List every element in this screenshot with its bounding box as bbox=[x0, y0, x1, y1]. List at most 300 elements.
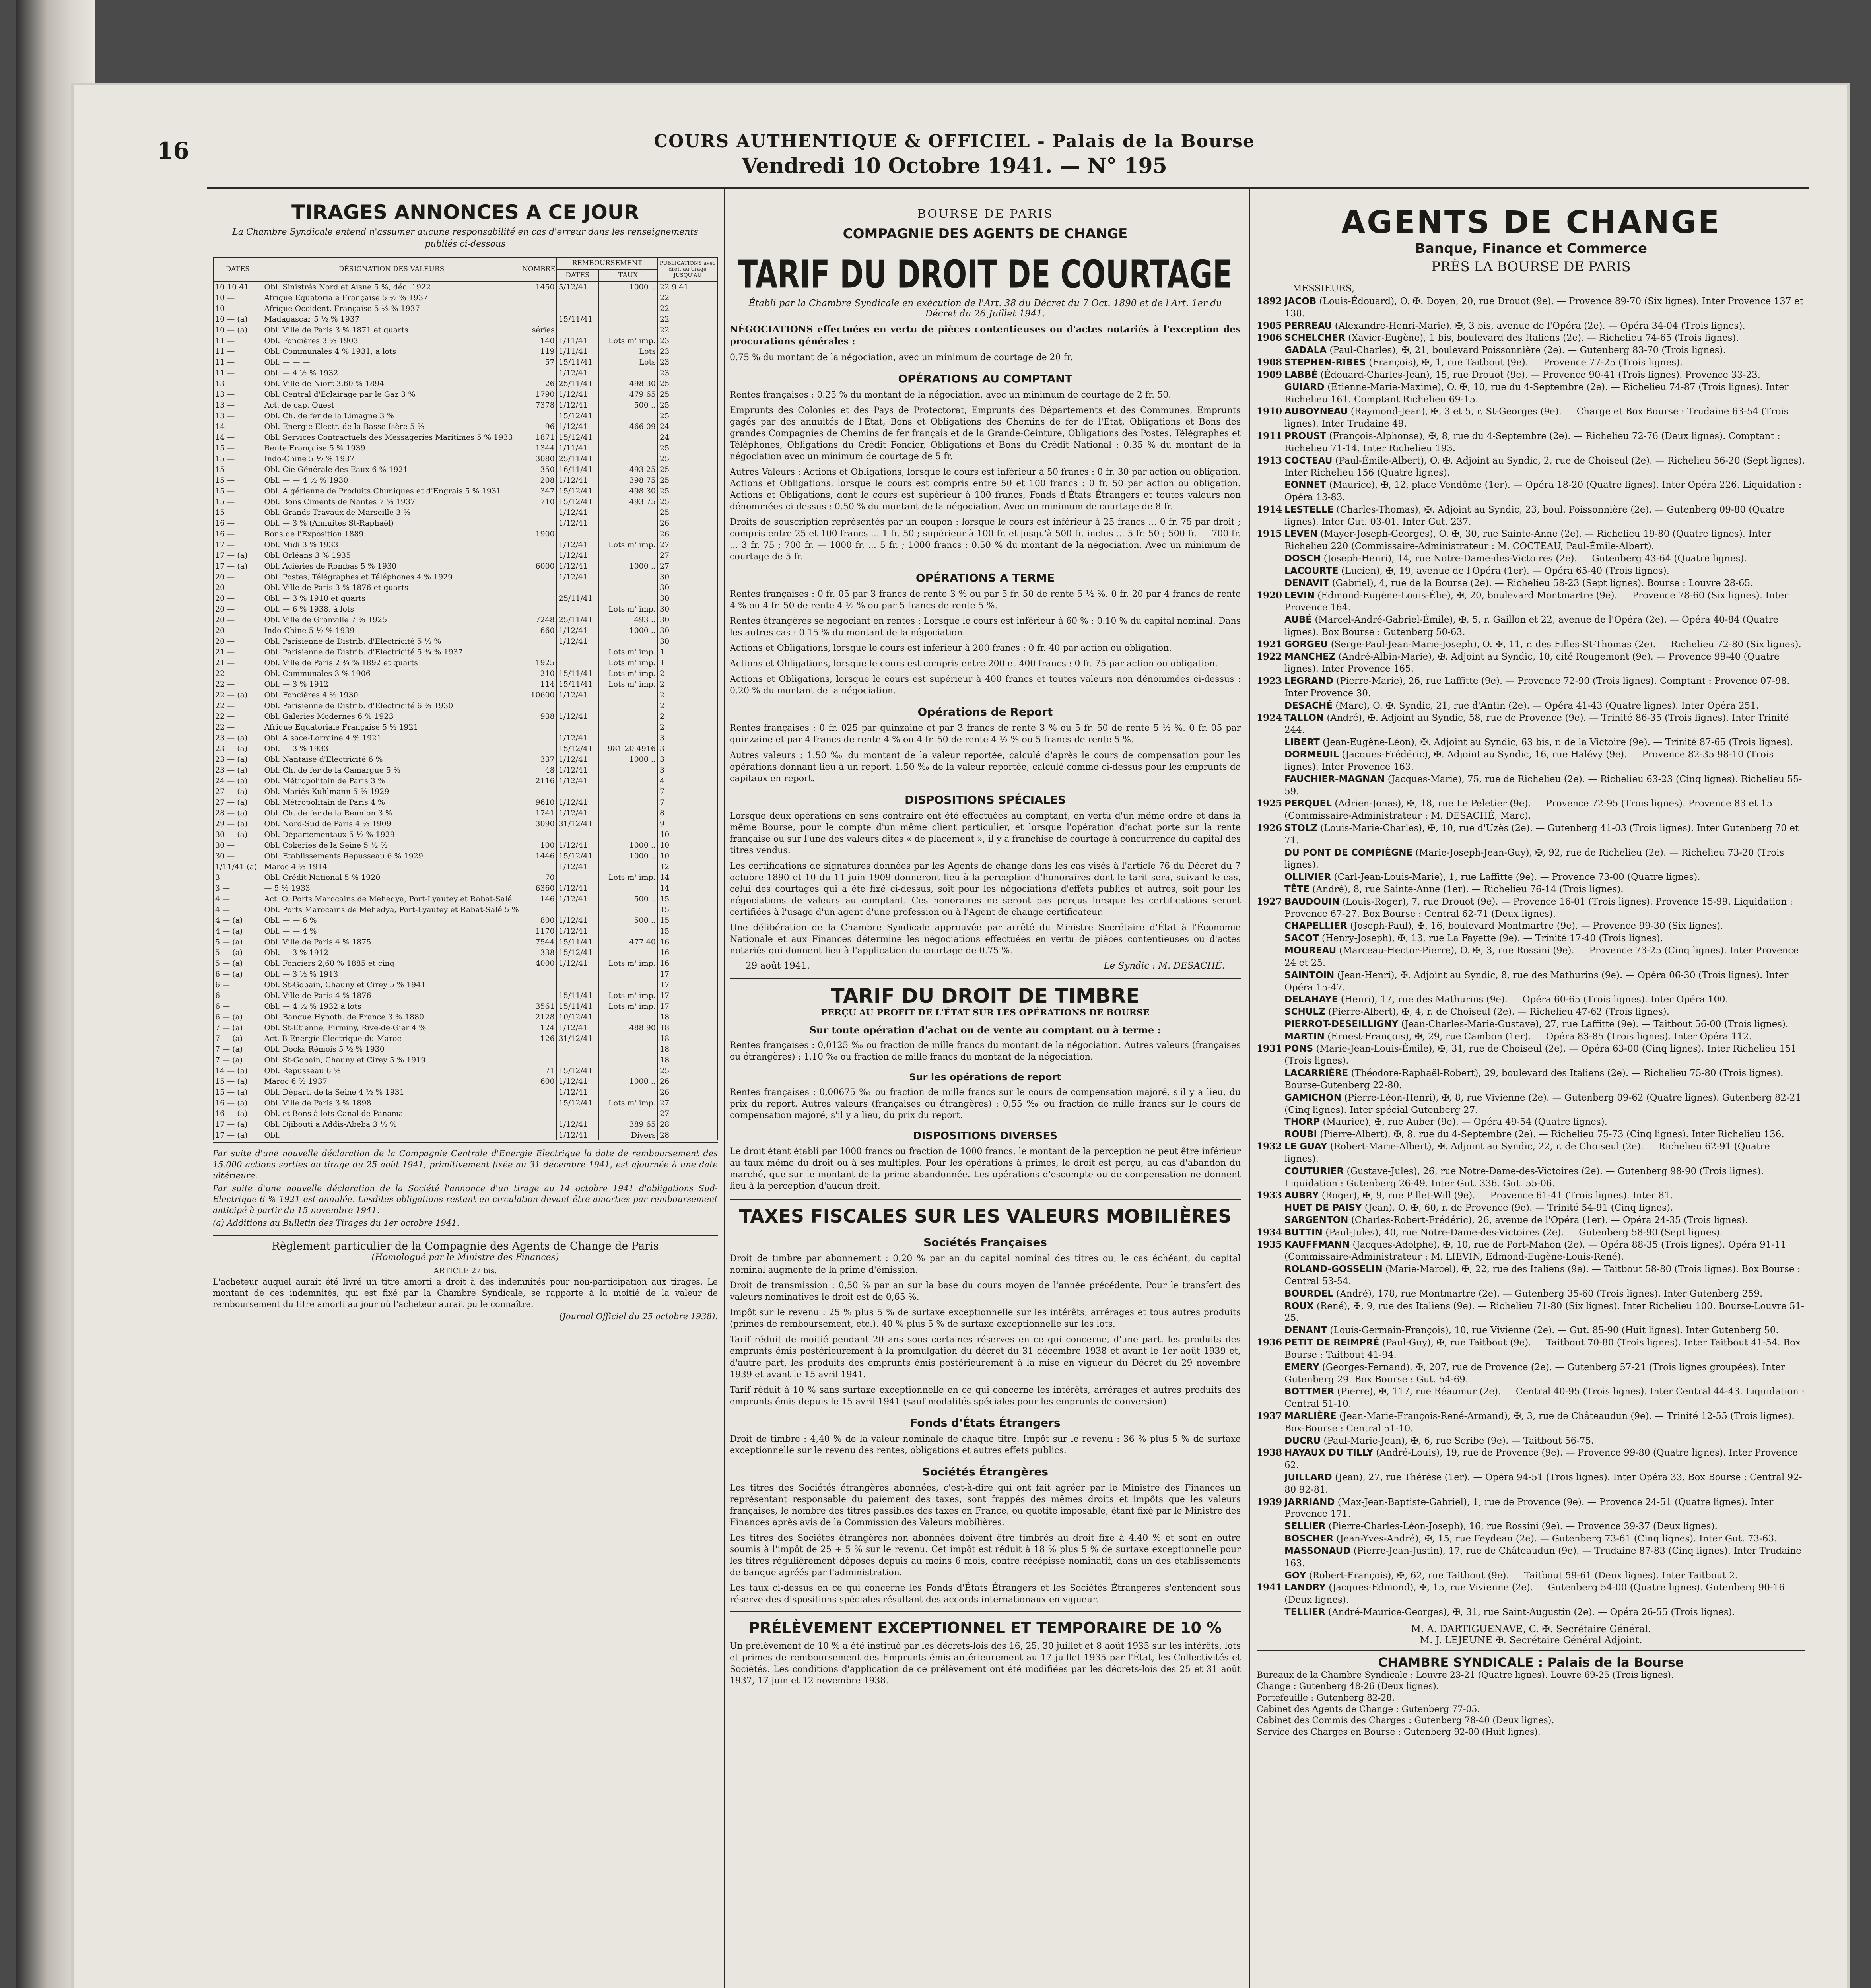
row-designation: Maroc 6 % 1937 bbox=[262, 1076, 521, 1087]
row-rb-date: 1/12/41 bbox=[557, 883, 598, 893]
row-designation: Obl. Fonciers 2,60 % 1885 et cinq bbox=[262, 958, 521, 969]
row-rb-date: 1/12/41 bbox=[557, 625, 598, 636]
row-nombre: 96 bbox=[521, 421, 557, 432]
agent-entry bbox=[1257, 1533, 1805, 1545]
row-publication: 2 bbox=[658, 700, 717, 711]
row-rb-date: 5/12/41 bbox=[557, 281, 598, 292]
agent-entry bbox=[1257, 1006, 1805, 1018]
agent-year: 1910 bbox=[1257, 406, 1282, 417]
agent-details: (Louis-Marie-Charles), ✠, 10, rue d'Uzès (2e). — Gutenberg 41-03 (Trois lignes). Inter Gutenberg 70 et 71. bbox=[1284, 823, 1799, 846]
agent-name: LESTELLE bbox=[1284, 504, 1334, 515]
row-designation: Obl. Ville de Paris 3 % 1871 et quarts bbox=[262, 324, 521, 335]
agent-text bbox=[1284, 344, 1805, 357]
row-designation: Obl. Ville de Paris 4 % 1876 bbox=[262, 990, 521, 1001]
table-row bbox=[213, 593, 717, 604]
row-taux: Lots m' imp. bbox=[598, 335, 658, 346]
agent-entry bbox=[1257, 1202, 1805, 1214]
row-designation: Obl. Central d'Eclairage par le Gaz 3 % bbox=[262, 389, 521, 400]
agent-year: 1906 bbox=[1257, 332, 1282, 344]
agent-name: PIERROT-DESEILLIGNY bbox=[1284, 1019, 1399, 1029]
row-rb-date: 1/12/41 bbox=[557, 732, 598, 743]
agent-year bbox=[1257, 700, 1284, 712]
table-row bbox=[213, 561, 717, 571]
row-nombre: 26 bbox=[521, 378, 557, 389]
column-divider-1 bbox=[724, 187, 725, 1988]
row-taux: 493 .. bbox=[598, 614, 658, 625]
agent-name: LANDRY bbox=[1284, 1582, 1326, 1593]
agent-year: 1922 bbox=[1257, 651, 1282, 662]
row-taux bbox=[598, 453, 658, 464]
row-nombre bbox=[521, 582, 557, 593]
agent-entry bbox=[1257, 883, 1805, 896]
row-nombre: 3561 bbox=[521, 1001, 557, 1011]
agent-details: (François-Alphonse), ✠, 8, rue du 4-Septembre (2e). — Richelieu 72-76 (Deux lignes). Comptant : Richelieu 71-14. Inter Richelieu 193. bbox=[1284, 431, 1780, 454]
row-designation: Act. B Energie Electrique du Maroc bbox=[262, 1033, 521, 1044]
row-taux bbox=[598, 818, 658, 829]
agent-details: (Edmond-Eugène-Louis-Élie), ✠, 20, boulevard Montmartre (9e). — Provence 78-60 (Six lignes). Inter Provence 164. bbox=[1284, 590, 1789, 613]
agent-details: (André), 8, rue Sainte-Anne (1er). — Richelieu 76-14 (Trois lignes). bbox=[1312, 884, 1624, 895]
agent-name: MARLIÈRE bbox=[1284, 1411, 1337, 1421]
table-row bbox=[213, 571, 717, 582]
table-row bbox=[213, 389, 717, 400]
agent-entry bbox=[1257, 1545, 1805, 1570]
row-taux: Lots m' imp. bbox=[598, 1097, 658, 1108]
row-publication: 2 bbox=[658, 679, 717, 689]
row-taux: 1000 .. bbox=[598, 561, 658, 571]
agent-year: 1931 bbox=[1257, 1043, 1282, 1054]
agent-text bbox=[1284, 295, 1805, 320]
agent-text bbox=[1284, 1447, 1805, 1472]
row-taux: 493 75 bbox=[598, 496, 658, 507]
agent-name: LACOURTE bbox=[1284, 565, 1339, 576]
row-nombre: 1344 bbox=[521, 443, 557, 453]
timbre-title: TARIF DU DROIT DE TIMBRE bbox=[831, 984, 1140, 1008]
fr-paragraph: Tarif réduit à 10 % sans surtaxe exceptionnelle en ce qui concerne les intérêts, arrérages et autres produits des emprunts émis depuis le 15 avril 1941 (sauf modalités spéciales pour les emprunts de conversion). bbox=[730, 1385, 1241, 1407]
row-date: 30 — bbox=[213, 850, 262, 861]
row-taux bbox=[598, 518, 658, 528]
agent-name: PERQUEL bbox=[1284, 798, 1332, 809]
agent-year bbox=[1257, 614, 1284, 639]
agent-year bbox=[1257, 1165, 1284, 1190]
agent-year: 1937 bbox=[1257, 1410, 1282, 1421]
agent-name: LACARRIÈRE bbox=[1284, 1068, 1348, 1079]
agent-text bbox=[1284, 1386, 1805, 1410]
tirages-note: Par suite d'une nouvelle déclaration de la Compagnie Centrale d'Energie Electrique la date de remboursement des 15.000 actions sorties au tirage du 25 août 1941, primitivement fixée au 31 décembre 1941, est ajournée à une date ultérieure. bbox=[213, 1149, 718, 1180]
agent-text bbox=[1284, 1165, 1805, 1190]
agent-year bbox=[1257, 932, 1284, 945]
row-designation: Obl. Nord-Sud de Paris 4 % 1909 bbox=[262, 818, 521, 829]
row-publication: 23 bbox=[658, 346, 717, 357]
row-publication: 3 bbox=[658, 765, 717, 775]
agent-name: CHAPELLIER bbox=[1284, 921, 1347, 932]
table-row bbox=[213, 936, 717, 947]
table-row bbox=[213, 539, 717, 550]
agent-details: (Jacques-Adolphe), ✠, 10, rue de Port-Mahon (2e). — Opéra 88-35 (Trois lignes). Opéra 91-11 (Commissaire-Administrateur : M. LIEVIN, Edmond-Eugène-Louis-René). bbox=[1284, 1239, 1786, 1262]
row-date: 15 — (a) bbox=[213, 1087, 262, 1097]
row-nombre: 100 bbox=[521, 840, 557, 850]
row-nombre bbox=[521, 990, 557, 1001]
row-rb-date: 16/11/41 bbox=[557, 464, 598, 475]
row-rb-date: 15/12/41 bbox=[557, 496, 598, 507]
row-rb-date: 15/12/41 bbox=[557, 432, 598, 443]
row-designation: Act. O. Ports Marocains de Mehedya, Port-Lyautey et Rabat-Salé bbox=[262, 893, 521, 904]
agent-text bbox=[1284, 822, 1805, 847]
agent-details: (Étienne-Marie-Maxime), O. ✠, 10, rue du 4-Septembre (2e). — Richelieu 74-87 (Trois lignes). Inter Richelieu 161. Comptant Richelieu 69-15. bbox=[1284, 382, 1789, 405]
agent-name: GUIARD bbox=[1284, 382, 1325, 392]
row-date: 21 — bbox=[213, 646, 262, 657]
row-date: 20 — bbox=[213, 604, 262, 614]
row-taux: 398 75 bbox=[598, 475, 658, 485]
row-taux bbox=[598, 722, 658, 732]
row-date: 30 — (a) bbox=[213, 829, 262, 840]
row-nombre bbox=[521, 571, 557, 582]
row-publication: 25 bbox=[658, 410, 717, 421]
agent-name: GORGEU bbox=[1284, 639, 1328, 650]
agent-details: (Paul-Marie-Jean), ✠, 6, rue Scribe (9e). — Taitbout 56-75. bbox=[1323, 1435, 1594, 1446]
agent-name: DUCRU bbox=[1284, 1435, 1321, 1446]
agent-details: (Paul-Charles), ✠, 21, boulevard Poissonnière (2e). — Gutenberg 83-70 (Trois lignes). bbox=[1329, 345, 1726, 356]
agents-column bbox=[1257, 193, 1805, 1988]
agent-details: (Louis-Roger), 7, rue Drouot (9e). — Provence 16-01 (Trois lignes). Provence 15-99. Liquidation : Provence 67-27. Box Bourse : Central 62-71 (Deux lignes). bbox=[1284, 896, 1793, 919]
row-nombre: 114 bbox=[521, 679, 557, 689]
agent-details: (Pierre-Albert), ✠, 8, rue du 4-Septembre (2e). — Richelieu 75-73 (Cinq lignes). Inter Richelieu 136. bbox=[1320, 1129, 1784, 1140]
row-rb-date: 1/12/41 bbox=[557, 571, 598, 582]
row-nombre: 337 bbox=[521, 754, 557, 765]
row-taux bbox=[598, 292, 658, 303]
row-taux bbox=[598, 636, 658, 646]
agent-year bbox=[1257, 1263, 1284, 1288]
row-taux bbox=[598, 969, 658, 979]
row-nombre: 1741 bbox=[521, 808, 557, 818]
row-designation: Obl. Ville de Paris 2 ¾ % 1892 et quarts bbox=[262, 657, 521, 668]
row-taux: 1000 .. bbox=[598, 1076, 658, 1087]
row-designation: Obl. Départementaux 5 ½ % 1929 bbox=[262, 829, 521, 840]
etat-text: Droit de timbre : 4,40 % de la valeur nominale de chaque titre. Impôt sur le revenu : 36 % plus 5 % de surtaxe exceptionnelle sur le revenu des rentes, obligations et autres effets publics. bbox=[730, 1434, 1241, 1456]
chambre-line: Service des Charges en Bourse : Gutenberg 92-00 (Huit lignes). bbox=[1257, 1727, 1541, 1737]
row-date: 11 — bbox=[213, 335, 262, 346]
agent-entry bbox=[1257, 369, 1805, 381]
agent-entry bbox=[1257, 1447, 1805, 1472]
agent-text bbox=[1284, 1116, 1805, 1128]
chambre-line: Bureaux de la Chambre Syndicale : Louvre 23-21 (Quatre lignes). Louvre 69-25 (Trois lignes). bbox=[1257, 1670, 1674, 1680]
row-date: 11 — bbox=[213, 367, 262, 378]
row-date: 6 — bbox=[213, 979, 262, 990]
agent-entry bbox=[1257, 871, 1805, 883]
agent-year: 1905 bbox=[1257, 320, 1282, 331]
agent-name: PROUST bbox=[1284, 431, 1327, 441]
agent-name: LEVEN bbox=[1284, 529, 1318, 540]
row-date: 27 — (a) bbox=[213, 797, 262, 808]
agent-entry bbox=[1257, 1141, 1805, 1165]
row-taux bbox=[598, 324, 658, 335]
row-taux bbox=[598, 593, 658, 604]
table-row bbox=[213, 947, 717, 958]
agent-year bbox=[1257, 736, 1284, 749]
masthead-date: Vendredi 10 Octobre 1941. — N° 195 bbox=[742, 154, 1167, 178]
courtage-column bbox=[730, 193, 1241, 1988]
agent-details: (Charles-Thomas), ✠. Adjoint au Syndic, 23, boul. Poissonnière (2e). — Gutenberg 09-80 (Quatre lignes). Inter Gut. 03-01. Inter Gut. 237. bbox=[1284, 504, 1785, 527]
agent-text bbox=[1284, 1606, 1805, 1619]
agent-year: 1938 bbox=[1257, 1447, 1282, 1458]
chambre-line: Cabinet des Commis des Charges : Gutenberg 78-40 (Deux lignes). bbox=[1257, 1716, 1554, 1726]
agent-name: SCHULZ bbox=[1284, 1007, 1325, 1017]
agent-entry bbox=[1257, 1092, 1805, 1116]
agent-text bbox=[1284, 1239, 1805, 1264]
agent-name: STOLZ bbox=[1284, 823, 1318, 833]
table-row bbox=[213, 496, 717, 507]
row-rb-date bbox=[557, 722, 598, 732]
agent-text bbox=[1284, 749, 1805, 773]
row-date: 7 — (a) bbox=[213, 1044, 262, 1054]
row-taux bbox=[598, 775, 658, 786]
table-row bbox=[213, 378, 717, 389]
row-nombre: 210 bbox=[521, 668, 557, 679]
row-rb-date: 1/12/41 bbox=[557, 765, 598, 775]
row-designation: Obl. Ch. de fer de la Limagne 3 % bbox=[262, 410, 521, 421]
row-nombre bbox=[521, 969, 557, 979]
agent-details: (Marc), O. ✠. Syndic, 21, rue d'Antin (2e). — Opéra 41-43 (Quatre lignes). Inter Opéra 251. bbox=[1335, 700, 1759, 711]
agent-entry bbox=[1257, 1324, 1805, 1337]
agent-text bbox=[1284, 1006, 1805, 1018]
agent-text bbox=[1284, 1031, 1805, 1043]
row-designation: Obl. Communales 3 % 1906 bbox=[262, 668, 521, 679]
agent-details: (Jean-Marie-François-René-Armand), ✠, 3, rue de Châteaudun (9e). — Trinité 12-55 (Trois lignes). Box-Bourse : Central 51-10. bbox=[1284, 1411, 1795, 1434]
agent-details: (Jean), 27, rue Thérèse (1er). — Opéra 94-51 (Trois lignes). Inter Opéra 33. Box Bourse : Central 92-80 92-81. bbox=[1284, 1472, 1802, 1495]
agent-name: DU PONT DE COMPIÈGNE bbox=[1284, 847, 1413, 858]
row-publication: 25 bbox=[658, 443, 717, 453]
agent-name: LIBERT bbox=[1284, 737, 1320, 748]
row-publication: 15 bbox=[658, 893, 717, 904]
agent-entry bbox=[1257, 357, 1805, 369]
agent-year bbox=[1257, 749, 1284, 773]
row-nombre bbox=[521, 1044, 557, 1054]
prelevement-title: PRÉLÈVEMENT EXCEPTIONNEL ET TEMPORAIRE DE 10 % bbox=[748, 1619, 1222, 1637]
row-nombre bbox=[521, 292, 557, 303]
agent-details: (Jacques-Edmond), ✠, 15, rue Vivienne (2e). — Gutenberg 54-00 (Quatre lignes). Gutenberg 90-16 (Deux lignes). bbox=[1284, 1582, 1785, 1606]
special-paragraph: Les certifications de signatures données par les Agents de change dans les cas visés à l'article 76 du Décret du 7 octobre 1890 et 10 du 11 juin 1909 donneront lieu à la perception d'honoraires dont le tarif sera, suivant le cas, celui des courtages qui a été fixé ci-dessus, soit pour les négociations d'effets publics et autres, soit pour les négociations de valeurs au comptant. Ces honoraires ne seront pas perçus lorsque les certifications seront certifiées à l'usage d'un agent d'une profession ou à l'Agent de change certificateur. bbox=[730, 861, 1241, 917]
row-publication: 18 bbox=[658, 1044, 717, 1054]
row-taux bbox=[598, 1065, 658, 1076]
agents-list bbox=[1257, 295, 1805, 1619]
agent-text bbox=[1284, 1496, 1805, 1521]
agent-details: (Roger), ✠, 9, rue Pillet-Will (9e). — Provence 61-41 (Trois lignes). Inter 81. bbox=[1321, 1190, 1673, 1201]
agent-year: 1925 bbox=[1257, 798, 1282, 809]
agent-name: DESACHÉ bbox=[1284, 700, 1333, 711]
agent-text bbox=[1284, 994, 1805, 1006]
agent-entry bbox=[1257, 320, 1805, 332]
row-nombre: 3080 bbox=[521, 453, 557, 464]
row-rb-date: 15/11/41 bbox=[557, 679, 598, 689]
timbre-subtitle: PERÇU AU PROFIT DE L'ÉTAT SUR LES OPÉRATIONS DE BOURSE bbox=[821, 1007, 1150, 1018]
agent-year bbox=[1257, 1092, 1284, 1116]
row-rb-date bbox=[557, 528, 598, 539]
table-row bbox=[213, 915, 717, 926]
agent-year bbox=[1257, 577, 1284, 590]
row-rb-date: 31/12/41 bbox=[557, 1033, 598, 1044]
row-rb-date: 15/12/41 bbox=[557, 850, 598, 861]
row-designation: Obl. Ville de Paris 4 % 1875 bbox=[262, 936, 521, 947]
agent-name: PONS bbox=[1284, 1043, 1313, 1054]
terme-text bbox=[730, 588, 1241, 697]
page-number: 16 bbox=[157, 137, 189, 164]
table-row bbox=[213, 485, 717, 496]
agent-name: GADALA bbox=[1284, 345, 1327, 356]
row-taux bbox=[598, 765, 658, 775]
row-rb-date: 1/12/41 bbox=[557, 475, 598, 485]
row-nombre bbox=[521, 979, 557, 990]
row-date: 15 — bbox=[213, 443, 262, 453]
row-designation: Obl. Métropolitain de Paris 3 % bbox=[262, 775, 521, 786]
agent-name: COUTURIER bbox=[1284, 1166, 1344, 1176]
prelevement-text: Un prélèvement de 10 % a été institué par les décrets-lois des 16, 25, 30 juillet et 8 août 1935 sur les intérêts, lots et primes de remboursement des Emprunts émis antérieurement au 17 juillet 1935 par l'État, les Collectivités et Sociétés. Les conditions d'application de ce prélèvement ont été modifiées par les décrets-lois des 25 et 31 août 1937, 17 juin et 12 novembre 1938. bbox=[730, 1641, 1241, 1686]
row-date: 6 — (a) bbox=[213, 1011, 262, 1022]
row-publication: 23 bbox=[658, 357, 717, 367]
row-publication: 17 bbox=[658, 1001, 717, 1011]
row-taux: Lots m' imp. bbox=[598, 990, 658, 1001]
agent-text bbox=[1284, 639, 1805, 651]
agent-name: LABBÉ bbox=[1284, 369, 1318, 380]
row-rb-date: 1/12/41 bbox=[557, 507, 598, 518]
row-nombre: 71 bbox=[521, 1065, 557, 1076]
agent-year bbox=[1257, 1435, 1284, 1447]
table-row bbox=[213, 1054, 717, 1065]
row-taux: Divers bbox=[598, 1130, 658, 1140]
row-date: 7 — (a) bbox=[213, 1054, 262, 1065]
row-date: 10 10 41 bbox=[213, 281, 262, 292]
row-date: 13 — bbox=[213, 400, 262, 410]
row-publication: 15 bbox=[658, 915, 717, 926]
agent-details: (Gustave-Jules), 26, rue Notre-Dame-des-Victoires (2e). — Gutenberg 98-90 (Trois lignes). Liquidation : Gutenberg 26-49. Inter Gut. 336. Gut. 55-06. bbox=[1284, 1166, 1764, 1189]
agent-name: ROUX bbox=[1284, 1301, 1314, 1311]
table-row bbox=[213, 1076, 717, 1087]
row-publication: 28 bbox=[658, 1119, 717, 1130]
row-publication: 22 bbox=[658, 314, 717, 324]
row-date: 29 — (a) bbox=[213, 818, 262, 829]
row-rb-date: 15/11/41 bbox=[557, 936, 598, 947]
agent-details: (Xavier-Eugène), 1 bis, boulevard des Italiens (2e). — Richelieu 74-65 (Trois lignes). bbox=[1348, 333, 1739, 344]
row-nombre bbox=[521, 507, 557, 518]
row-taux bbox=[598, 1087, 658, 1097]
agent-entry bbox=[1257, 1570, 1805, 1582]
row-nombre: 70 bbox=[521, 872, 557, 883]
table-row bbox=[213, 786, 717, 797]
row-designation: Obl. — — — bbox=[262, 357, 521, 367]
table-row bbox=[213, 775, 717, 786]
row-rb-date bbox=[557, 582, 598, 593]
row-taux: Lots m' imp. bbox=[598, 679, 658, 689]
row-date: 4 — bbox=[213, 893, 262, 904]
negociations-rate: 0.75 % du montant de la négociation, avec un minimum de courtage de 20 fr. bbox=[730, 352, 1073, 363]
agent-details: (Pierre-Jean-Justin), 17, rue de Châteaudun (9e). — Trudaine 87-83 (Cinq lignes). Inter Trudaine 163. bbox=[1284, 1545, 1801, 1569]
agent-details: (Paul-Guy), ✠, rue Taitbout (9e). — Taitbout 70-80 (Trois lignes). Inter Taitbout 41-54. Box Bourse : Taitbout 41-94. bbox=[1284, 1338, 1801, 1360]
row-taux: Lots m' imp. bbox=[598, 646, 658, 657]
agent-year: 1908 bbox=[1257, 357, 1282, 368]
agent-year: 1941 bbox=[1257, 1582, 1282, 1593]
agent-year bbox=[1257, 1031, 1284, 1043]
timbre-text-2: Rentes françaises : 0,00675 ‰ ou fraction de mille francs sur le cours de compensation majoré, s'il y a lieu, du prix du report. Autres valeurs (françaises ou étrangères) : 0,55 ‰ ou fraction de mille francs sur le cours de compensation majoré, s'il y a lieu, du prix du report. bbox=[730, 1087, 1241, 1121]
row-designation: Obl. — 3 % (Annuités St-Raphaël) bbox=[262, 518, 521, 528]
terme-paragraph: Rentes françaises : 0 fr. 05 par 3 francs de rente 3 % ou par 5 fr. 50 de rente 5 ½ %. 0 fr. 20 par 4 francs de rente 4 % ou 4 fr. 50 de rente 4 ½ % ou par 5 francs de rente 5 %. bbox=[730, 589, 1241, 611]
row-rb-date: 15/12/41 bbox=[557, 410, 598, 421]
row-designation: Obl. Energie Electr. de la Basse-Isère 5 % bbox=[262, 421, 521, 432]
agent-details: (Lucien), ✠, 19, avenue de l'Opéra (1er). — Opéra 65-40 (Trois lignes). bbox=[1341, 565, 1669, 576]
agent-year bbox=[1257, 1606, 1284, 1619]
row-date: 10 — bbox=[213, 292, 262, 303]
row-publication: 3 bbox=[658, 743, 717, 754]
timbre-report-title: Sur les opérations de report bbox=[909, 1072, 1061, 1083]
chambre-line: Change : Gutenberg 48-26 (Deux lignes). bbox=[1257, 1681, 1439, 1692]
row-designation: Obl. Orléans 3 % 1935 bbox=[262, 550, 521, 561]
row-publication: 25 bbox=[658, 1065, 717, 1076]
row-designation: Obl. Ville de Niort 3.60 % 1894 bbox=[262, 378, 521, 389]
row-publication: 16 bbox=[658, 947, 717, 958]
agent-entry bbox=[1257, 847, 1805, 872]
row-publication: 25 bbox=[658, 378, 717, 389]
table-row bbox=[213, 797, 717, 808]
agent-details: (Marcel-André-Gabriel-Émile), ✠, 5, r. Gaillon et 22, avenue de l'Opéra (2e). — Opéra 40-84 (Quatre lignes). Box Bourse : Gutenberg 50-63. bbox=[1284, 615, 1779, 637]
agent-year bbox=[1257, 381, 1284, 406]
row-rb-date: 1/12/41 bbox=[557, 561, 598, 571]
agent-year: 1921 bbox=[1257, 639, 1282, 650]
agent-name: SELLIER bbox=[1284, 1521, 1326, 1532]
agent-details: (Ernest-François), ✠, 29, rue Cambon (1er). — Opéra 83-85 (Trois lignes). Inter Opéra 112. bbox=[1327, 1031, 1752, 1042]
agent-text bbox=[1284, 1435, 1805, 1447]
agent-name: SARGENTON bbox=[1284, 1215, 1348, 1225]
row-rb-date: 1/12/41 bbox=[557, 389, 598, 400]
row-designation: Obl. St-Gobain, Chauny et Cirey 5 % 1941 bbox=[262, 979, 521, 990]
agent-year bbox=[1257, 1361, 1284, 1386]
row-publication: 9 bbox=[658, 818, 717, 829]
row-publication: 17 bbox=[658, 990, 717, 1001]
table-row bbox=[213, 1065, 717, 1076]
row-publication: 30 bbox=[658, 604, 717, 614]
etr-paragraph: Les titres des Sociétés étrangères non abonnées doivent être timbrés au droit fixe à 4,40 % et sont en outre soumis à l'impôt de 25 + 5 % sur le revenu. Cet impôt est réduit à 18 % plus 5 % de surtaxe exceptionnelle pour les titres régulièrement déposés depuis au moins 6 mois, contre récépissé nominatif, dans un des établissements de banque agréés par l'administration. bbox=[730, 1533, 1241, 1578]
table-row bbox=[213, 829, 717, 840]
row-taux bbox=[598, 1011, 658, 1022]
agent-text bbox=[1284, 1520, 1805, 1533]
row-taux: Lots bbox=[598, 346, 658, 357]
row-designation: Obl. — 3 ½ % 1913 bbox=[262, 969, 521, 979]
row-publication: 25 bbox=[658, 389, 717, 400]
agent-entry bbox=[1257, 1288, 1805, 1300]
row-date: 15 — bbox=[213, 507, 262, 518]
row-nombre: 7378 bbox=[521, 400, 557, 410]
row-publication: 25 bbox=[658, 464, 717, 475]
agent-details: (Henry-Joseph), ✠, 13, rue La Fayette (9e). — Trinité 17-40 (Trois lignes). bbox=[1321, 933, 1663, 944]
table-row bbox=[213, 432, 717, 443]
row-nombre: 938 bbox=[521, 711, 557, 722]
row-rb-date: 15/11/41 bbox=[557, 357, 598, 367]
row-taux bbox=[598, 786, 658, 797]
agent-name: BAUDOUIN bbox=[1284, 896, 1340, 907]
row-rb-date bbox=[557, 786, 598, 797]
tirages-table-body bbox=[213, 281, 717, 1140]
agent-entry bbox=[1257, 639, 1805, 651]
table-row bbox=[213, 657, 717, 668]
agent-text bbox=[1284, 712, 1805, 737]
agent-text bbox=[1284, 1018, 1805, 1031]
table-row bbox=[213, 1044, 717, 1054]
row-rb-date bbox=[557, 872, 598, 883]
table-row bbox=[213, 850, 717, 861]
fr-text bbox=[730, 1253, 1241, 1407]
row-date: 27 — (a) bbox=[213, 786, 262, 797]
row-publication: 2 bbox=[658, 711, 717, 722]
row-date: 17 — (a) bbox=[213, 1130, 262, 1140]
agent-year bbox=[1257, 553, 1284, 565]
table-row bbox=[213, 1108, 717, 1119]
agent-text bbox=[1284, 675, 1805, 700]
